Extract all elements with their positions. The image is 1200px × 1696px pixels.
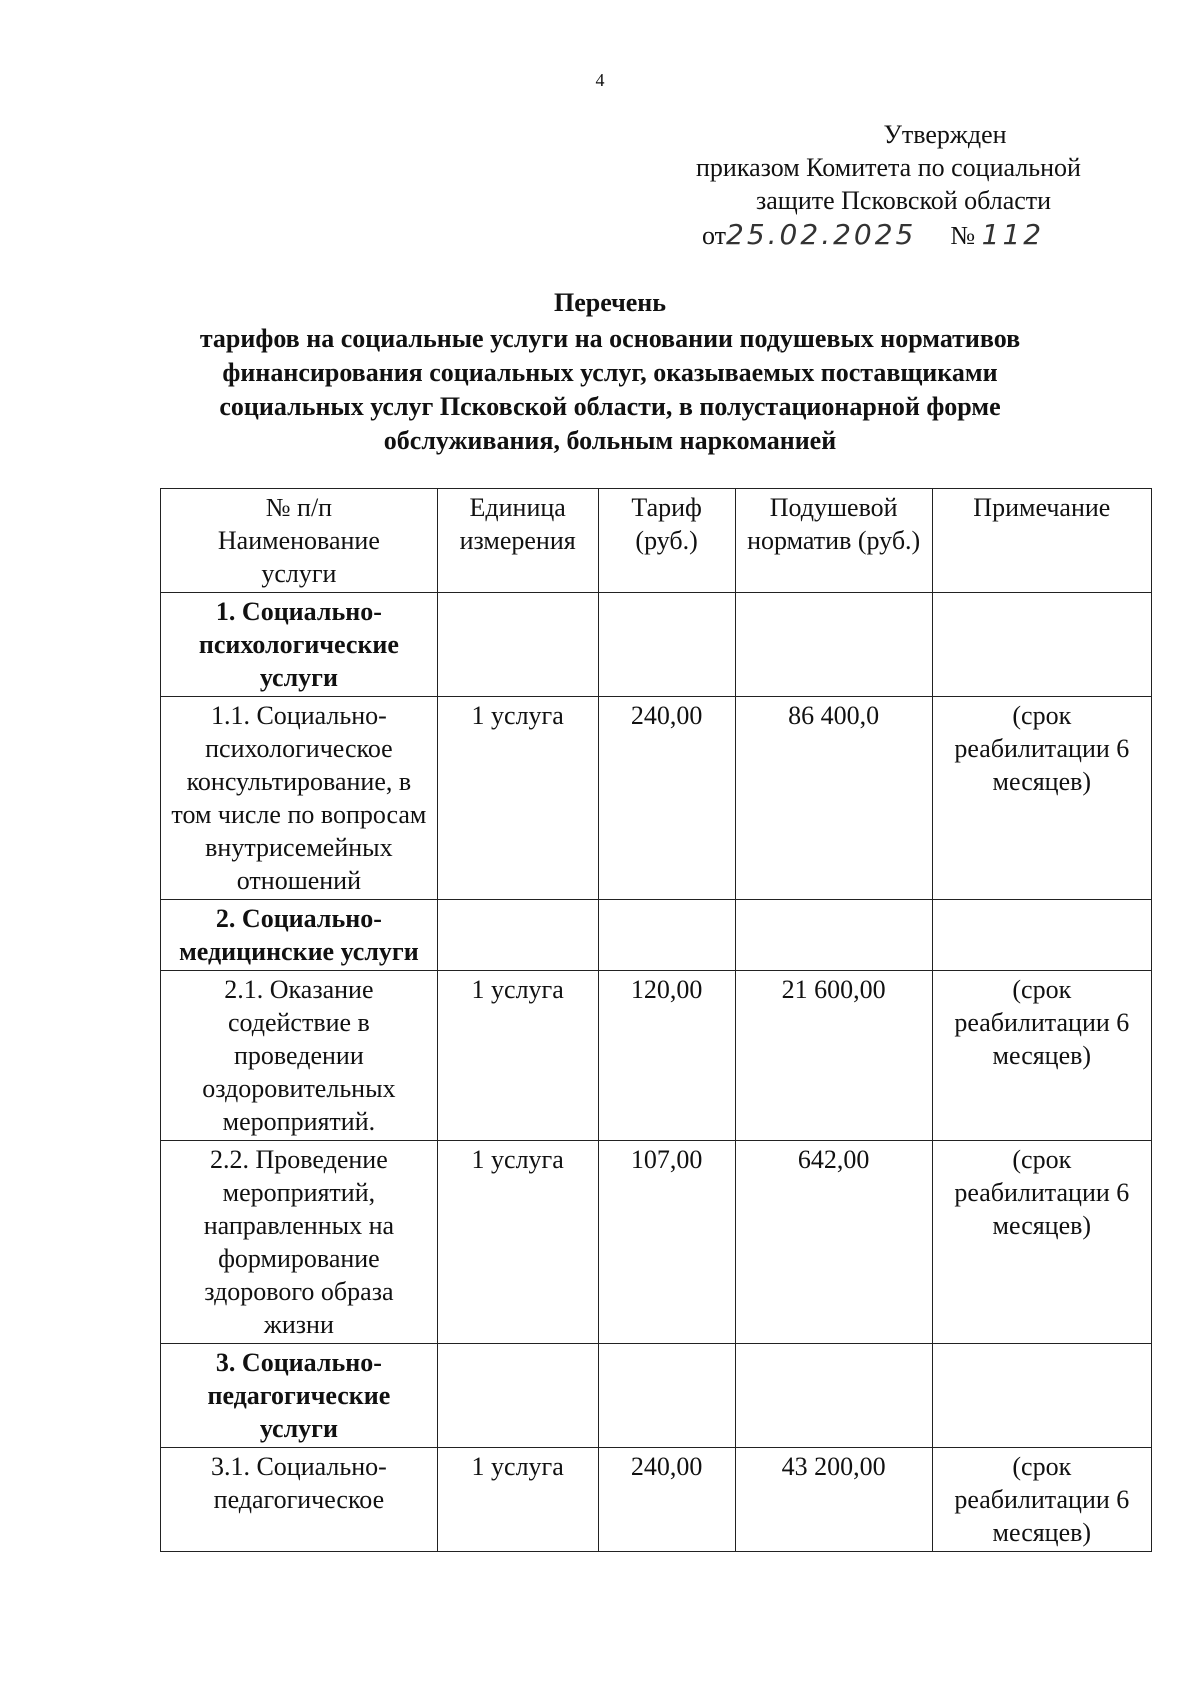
header-name [161, 489, 438, 593]
cell-note: (срок реабилитации 6 месяцев) [932, 1141, 1151, 1344]
title-subheading: тарифов на социальные услуги на основании подушевых нормативов финансирования социальных услуг, оказываемых поставщиками социальных услуг Псковской области, в полустационарной форме обслуживания, больным наркоманией [199, 324, 1021, 455]
handwritten-date: 25.02.2025 [726, 218, 917, 251]
cell-norm: 86 400,0 [735, 697, 932, 900]
table-row-section-3 [161, 1344, 1152, 1448]
cell-note [932, 1344, 1151, 1448]
cell-note: (срок реабилитации 6 месяцев) [932, 971, 1151, 1141]
cell-norm: 43 200,00 [735, 1448, 932, 1552]
approval-stamp [640, 118, 1160, 251]
cell-norm [735, 900, 932, 971]
cell-name: 2.2. Проведение мероприятий, направленных на формирование здорового образа жизни [161, 1141, 438, 1344]
document-title [150, 286, 1070, 458]
cell-tariff: 107,00 [598, 1141, 735, 1344]
cell-unit: 1 услуга [437, 697, 598, 900]
cell-unit: 1 услуга [437, 1141, 598, 1344]
cell-norm [735, 1344, 932, 1448]
cell-norm: 21 600,00 [735, 971, 932, 1141]
cell-tariff [598, 900, 735, 971]
approval-date-line [702, 218, 1044, 252]
cell-unit: 1 услуга [437, 1448, 598, 1552]
table-row [161, 1448, 1152, 1552]
header-name-service: услуги [261, 559, 337, 588]
approval-line-order: приказом Комитета по социальной [696, 153, 1081, 182]
cell-note: (срок реабилитации 6 месяцев) [932, 697, 1151, 900]
number-label: № [950, 221, 976, 250]
cell-norm [735, 593, 932, 697]
cell-note: (срок реабилитации 6 месяцев) [932, 1448, 1151, 1552]
cell-tariff [598, 593, 735, 697]
table-row-section-2 [161, 900, 1152, 971]
table-row [161, 1141, 1152, 1344]
cell-tariff: 240,00 [598, 697, 735, 900]
cell-tariff: 120,00 [598, 971, 735, 1141]
cell-tariff: 240,00 [598, 1448, 735, 1552]
cell-name: 3.1. Социально-педагогическое [161, 1448, 438, 1552]
cell-name: 3. Социально-педагогические услуги [161, 1344, 438, 1448]
table-row [161, 971, 1152, 1141]
table-row-section-1 [161, 593, 1152, 697]
header-unit: Единица измерения [437, 489, 598, 593]
cell-tariff [598, 1344, 735, 1448]
cell-name: 2. Социально-медицинские услуги [161, 900, 438, 971]
handwritten-number: 112 [981, 218, 1045, 251]
cell-unit [437, 900, 598, 971]
date-prefix: от [702, 221, 727, 250]
header-name-number: № п/п [265, 493, 333, 522]
cell-name: 2.1. Оказание содействие в проведении оздоровительных мероприятий. [161, 971, 438, 1141]
header-note: Примечание [932, 489, 1151, 593]
table-row [161, 697, 1152, 900]
cell-unit [437, 1344, 598, 1448]
cell-note [932, 900, 1151, 971]
header-norm: Подушевой норматив (руб.) [735, 489, 932, 593]
cell-norm: 642,00 [735, 1141, 932, 1344]
title-heading: Перечень [553, 288, 667, 317]
header-name-title: Наименование [217, 526, 380, 555]
cell-unit: 1 услуга [437, 971, 598, 1141]
approval-line-committee: защите Псковской области [756, 186, 1052, 215]
tariffs-table [160, 488, 1152, 1552]
cell-unit [437, 593, 598, 697]
cell-note [932, 593, 1151, 697]
cell-name: 1.1. Социально-психологическое консультирование, в том числе по вопросам внутрисемейных отношений [161, 697, 438, 900]
approval-line-approved: Утвержден [883, 120, 1007, 149]
table-header-row [161, 489, 1152, 593]
header-tariff: Тариф (руб.) [598, 489, 735, 593]
cell-name: 1. Социально-психологические услуги [161, 593, 438, 697]
page-number: 4 [595, 70, 605, 90]
